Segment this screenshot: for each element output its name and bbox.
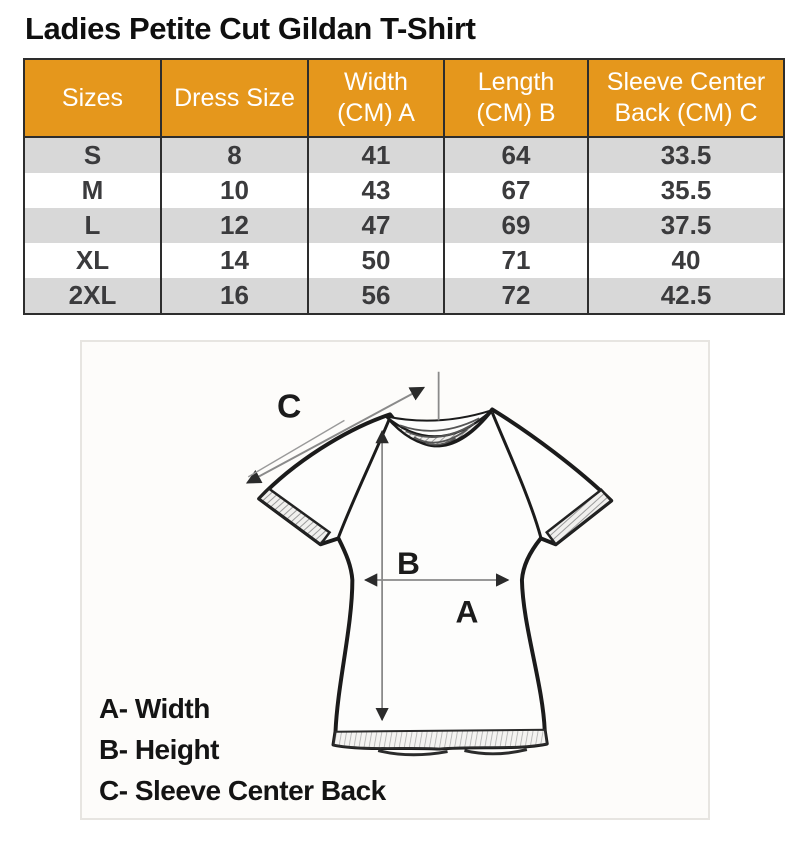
column-header-width: Width (CM) A: [308, 59, 444, 137]
cell-sleeve: 42.5: [588, 278, 784, 314]
cell-width: 50: [308, 243, 444, 278]
label-c: C: [276, 387, 302, 426]
cell-size: L: [24, 208, 161, 243]
hem-curl: [378, 751, 447, 755]
column-header-dress-size: Dress Size: [161, 59, 308, 137]
cell-size: 2XL: [24, 278, 161, 314]
cell-sleeve: 37.5: [588, 208, 784, 243]
page-title: Ladies Petite Cut Gildan T-Shirt: [25, 11, 476, 46]
size-chart-table: [23, 58, 785, 315]
cell-length: 67: [444, 173, 588, 208]
cell-dress-size: 14: [161, 243, 308, 278]
table-row: [24, 278, 784, 314]
cell-sleeve: 40: [588, 243, 784, 278]
table-row: [24, 173, 784, 208]
cell-size: S: [24, 137, 161, 173]
cell-dress-size: 8: [161, 137, 308, 173]
label-b: B: [396, 545, 420, 582]
cell-dress-size: 12: [161, 208, 308, 243]
legend-item-sleeve-center-back: C- Sleeve Center Back: [99, 775, 386, 806]
legend-item-width: A- Width: [99, 693, 210, 724]
cell-length: 69: [444, 208, 588, 243]
cell-size: M: [24, 173, 161, 208]
cell-sleeve: 33.5: [588, 137, 784, 173]
label-a: A: [455, 593, 479, 630]
cell-length: 64: [444, 137, 588, 173]
cell-length: 71: [444, 243, 588, 278]
cell-width: 56: [308, 278, 444, 314]
table-row: [24, 208, 784, 243]
cell-width: 43: [308, 173, 444, 208]
cell-dress-size: 16: [161, 278, 308, 314]
cell-width: 47: [308, 208, 444, 243]
legend: [99, 688, 386, 811]
size-chart-header-row: [24, 59, 784, 137]
cell-length: 72: [444, 278, 588, 314]
cell-width: 41: [308, 137, 444, 173]
column-header-sleeve-center-back: Sleeve Center Back (CM) C: [588, 59, 784, 137]
column-header-length: Length (CM) B: [444, 59, 588, 137]
hem-curl: [464, 750, 526, 754]
cell-dress-size: 10: [161, 173, 308, 208]
measurement-diagram: [80, 340, 710, 820]
cell-size: XL: [24, 243, 161, 278]
column-header-sizes: Sizes: [24, 59, 161, 137]
table-row: [24, 243, 784, 278]
table-row: [24, 137, 784, 173]
cell-sleeve: 35.5: [588, 173, 784, 208]
legend-item-height: B- Height: [99, 734, 219, 765]
